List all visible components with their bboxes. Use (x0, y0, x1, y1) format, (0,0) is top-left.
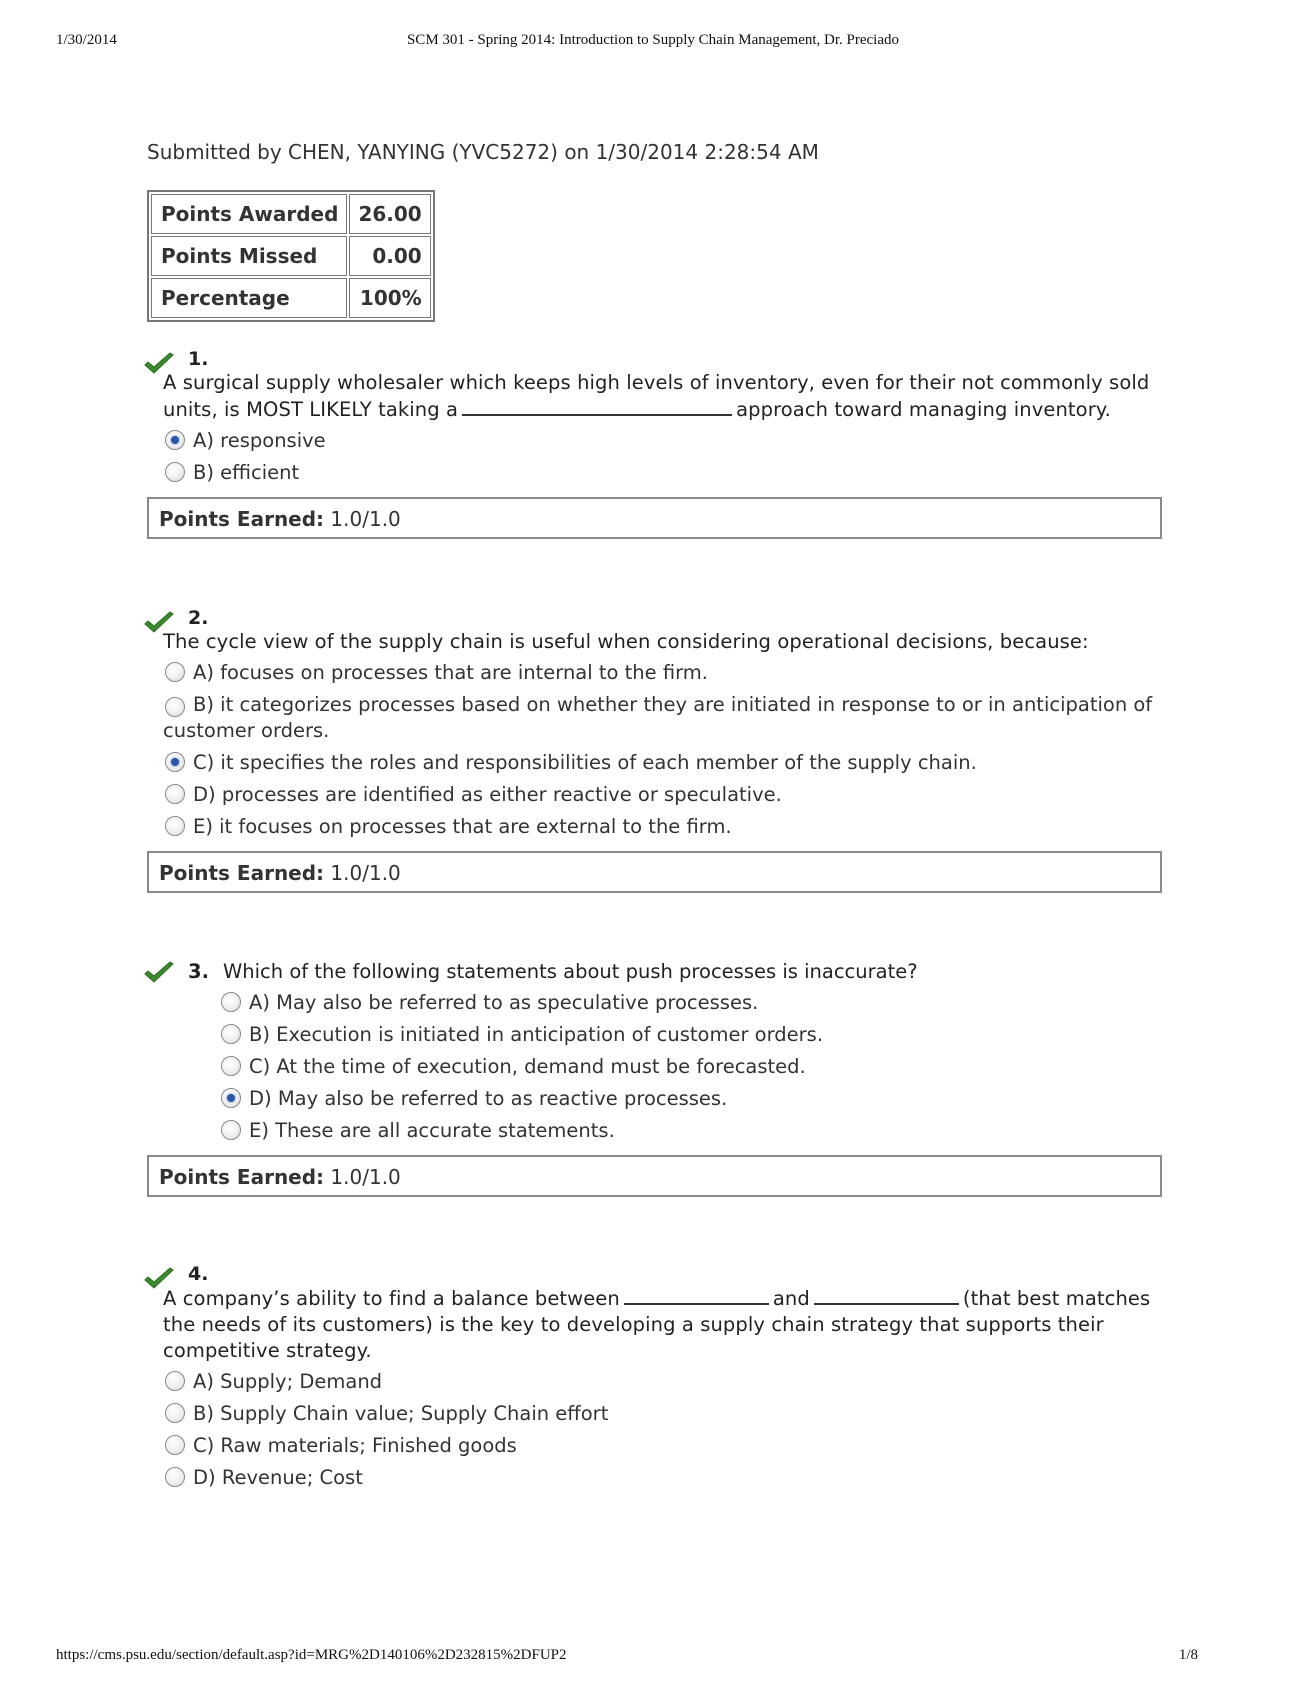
radio-button[interactable] (165, 1371, 185, 1391)
question-text-part: Which of the following statements about push processes is inaccurate? (222, 960, 918, 983)
question-text (163, 370, 1162, 423)
score-value: 26.00 (349, 194, 430, 234)
answer-option[interactable] (163, 747, 1162, 779)
option-label: B) Supply Chain value; Supply Chain effort (193, 1402, 609, 1425)
checkmark-icon (143, 611, 175, 635)
points-earned-label: Points Earned: (159, 507, 325, 531)
question-number: 4. (188, 1263, 209, 1285)
radio-button[interactable] (221, 1024, 241, 1044)
radio-button[interactable] (221, 1088, 241, 1108)
answer-options (203, 987, 1162, 1147)
points-earned-box (147, 851, 1162, 893)
option-label: C) At the time of execution, demand must be forecasted. (249, 1055, 806, 1078)
blank-line (462, 396, 732, 416)
submission-info: Submitted by CHEN, YANYING (YVC5272) on 1/30/2014 2:28:54 AM (147, 140, 819, 164)
radio-button[interactable] (165, 1435, 185, 1455)
score-label: Points Awarded (151, 194, 347, 234)
blank-line (624, 1285, 769, 1305)
answer-option[interactable] (219, 1083, 1162, 1115)
score-label: Points Missed (151, 236, 347, 276)
table-row (151, 194, 431, 234)
question-text (163, 1285, 1162, 1364)
option-label: A) responsive (193, 429, 326, 452)
radio-button[interactable] (165, 816, 185, 836)
radio-button[interactable] (165, 1403, 185, 1423)
answer-option[interactable] (219, 987, 1162, 1019)
question-text-part: (that best matches the needs of its customers) is the key to developing a supply chain strategy that supports their competitive strategy. (163, 1287, 1151, 1362)
answer-option[interactable] (219, 1051, 1162, 1083)
option-label: D) May also be referred to as reactive processes. (249, 1087, 728, 1110)
radio-button[interactable] (165, 784, 185, 804)
score-value: 100% (349, 278, 430, 318)
option-label: C) it specifies the roles and responsibilities of each member of the supply chain. (193, 751, 977, 774)
radio-button[interactable] (221, 992, 241, 1012)
question-2 (147, 607, 1162, 893)
option-label: A) focuses on processes that are internal to the firm. (193, 661, 708, 684)
points-earned-label: Points Earned: (159, 1165, 325, 1189)
answer-option[interactable] (163, 425, 1162, 457)
radio-button[interactable] (165, 662, 185, 682)
option-label: D) Revenue; Cost (193, 1466, 363, 1489)
table-row (151, 236, 431, 276)
checkmark-icon (143, 961, 175, 985)
answer-option[interactable] (163, 1430, 1162, 1462)
question-text-part: and (772, 1287, 810, 1310)
question-text-part: A company’s ability to find a balance between (163, 1287, 620, 1310)
question-text (188, 959, 1162, 985)
answer-option[interactable] (163, 1366, 1162, 1398)
points-earned-box (147, 497, 1162, 539)
print-url: https://cms.psu.edu/section/default.asp?id=MRG%2D140106%2D232815%2DFUP2 (56, 1647, 567, 1663)
points-earned-value: 1.0/1.0 (330, 507, 401, 531)
answer-option[interactable] (219, 1019, 1162, 1051)
answer-option[interactable] (163, 811, 1162, 843)
radio-button[interactable] (221, 1120, 241, 1140)
question-number: 1. (188, 348, 209, 370)
points-earned-box (147, 1155, 1162, 1197)
radio-button[interactable] (165, 430, 185, 450)
question-text-part: A surgical supply wholesaler which keeps high levels of inventory, even for their not commonly sold units, is MOST LIKELY taking a (163, 371, 1150, 421)
answer-option[interactable] (163, 1398, 1162, 1430)
score-label: Percentage (151, 278, 347, 318)
option-label: B) Execution is initiated in anticipation of customer orders. (249, 1023, 824, 1046)
option-label: A) Supply; Demand (193, 1370, 383, 1393)
checkmark-icon (143, 352, 175, 376)
print-date: 1/30/2014 (56, 32, 117, 48)
radio-button[interactable] (221, 1056, 241, 1076)
answer-option[interactable] (219, 1115, 1162, 1147)
answer-options (147, 657, 1162, 843)
answer-option[interactable] (163, 657, 1162, 689)
question-number: 2. (188, 607, 209, 629)
option-label: A) May also be referred to as speculative processes. (249, 991, 759, 1014)
option-label: C) Raw materials; Finished goods (193, 1434, 517, 1457)
answer-options (147, 425, 1162, 489)
option-label: D) processes are identified as either reactive or speculative. (193, 783, 782, 806)
question-1 (147, 348, 1162, 539)
option-label: E) it focuses on processes that are external to the firm. (193, 815, 732, 838)
points-earned-label: Points Earned: (159, 861, 325, 885)
answer-option[interactable] (163, 779, 1162, 811)
points-earned-value: 1.0/1.0 (330, 1165, 401, 1189)
answer-option[interactable] (163, 1462, 1162, 1494)
checkmark-icon (143, 1267, 175, 1291)
points-earned-value: 1.0/1.0 (330, 861, 401, 885)
score-summary-table (147, 190, 435, 322)
radio-button[interactable] (165, 752, 185, 772)
question-text-part: approach toward managing inventory. (736, 398, 1111, 421)
blank-line (814, 1285, 959, 1305)
question-4 (147, 1263, 1162, 1494)
question-number: 3. (188, 960, 209, 983)
score-value: 0.00 (349, 236, 430, 276)
question-text: The cycle view of the supply chain is useful when considering operational decisions, because: (163, 630, 1089, 653)
radio-button[interactable] (165, 697, 185, 717)
option-label: B) efficient (193, 461, 300, 484)
radio-button[interactable] (165, 462, 185, 482)
option-label: B) it categorizes processes based on whether they are initiated in response to or in anticipation of customer orders. (163, 693, 1153, 742)
radio-button[interactable] (165, 1467, 185, 1487)
option-label: E) These are all accurate statements. (249, 1119, 615, 1142)
quiz-results (147, 140, 1162, 1494)
question-3 (147, 959, 1162, 1197)
page-number: 1/8 (1178, 1647, 1198, 1663)
answer-option[interactable] (163, 689, 1162, 747)
print-title: SCM 301 - Spring 2014: Introduction to Supply Chain Management, Dr. Preciado (406, 32, 900, 48)
answer-option[interactable] (163, 457, 1162, 489)
answer-options (147, 1366, 1162, 1494)
table-row (151, 278, 431, 318)
